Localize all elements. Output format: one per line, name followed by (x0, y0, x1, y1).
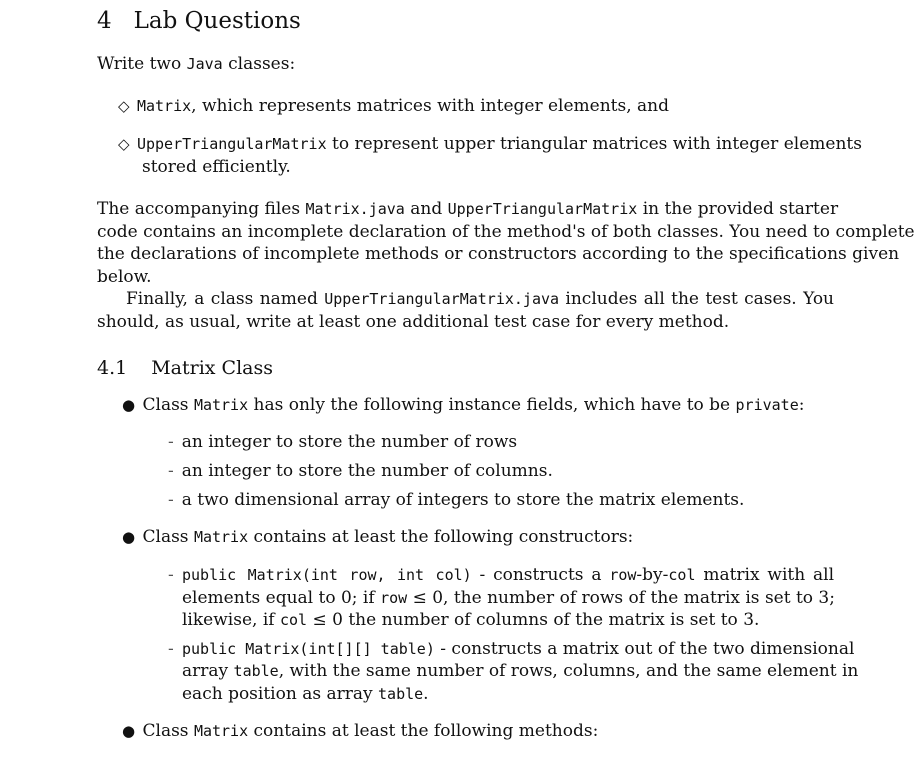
class-list-item-upper: ◇ UpperTriangularMatrix to represent upper triangular matrices with integer elements (118, 134, 862, 154)
constructor-2-line3: each position as array table. (182, 684, 429, 704)
class-list-item-upper-cont: stored efficiently. (142, 157, 291, 177)
para2-line1: Finally, a class named UpperTriangularMatrix.java includes all the test cases. You (126, 289, 835, 309)
constructor-1-dash: - (168, 565, 174, 585)
intro-line: Write two Java classes: (97, 54, 296, 74)
para1-line4: below. (97, 267, 152, 287)
constructor-2-dash: - (168, 639, 174, 659)
bullet-methods: ● Class Matrix contains at least the following methods: (122, 721, 599, 741)
section-title: Lab Questions (133, 8, 301, 34)
constructor-1-line3: likewise, if col ≤ 0 the number of columns of the matrix is set to 3. (182, 610, 760, 630)
constructor-2-line2: array table, with the same number of rows, columns, and the same element in (182, 661, 859, 681)
diamond-bullet-icon: ◇ (118, 97, 130, 115)
constructor-2-line1: public Matrix(int[][] table) - constructs a matrix out of the two dimensional (182, 639, 855, 659)
constructor-1-line2: elements equal to 0; if row ≤ 0, the number of rows of the matrix is set to 3; (182, 588, 835, 608)
field-item: - an integer to store the number of rows (168, 432, 518, 452)
para1-line3: the declarations of incomplete methods or constructors according to the specifications given (97, 244, 900, 264)
diamond-bullet-icon: ◇ (118, 135, 130, 153)
bullet-icon: ● (122, 528, 136, 546)
field-item: - an integer to store the number of columns. (168, 461, 553, 481)
bullet-icon: ● (122, 396, 136, 414)
bullet-fields: ● Class Matrix has only the following instance fields, which have to be private: (122, 395, 805, 415)
section-number: 4 (97, 8, 112, 34)
para2-line2: should, as usual, write at least one additional test case for every method. (97, 312, 730, 332)
subsection-number: 4.1 (97, 357, 128, 379)
class-list-item-matrix: ◇ Matrix, which represents matrices with integer elements, and (118, 96, 670, 116)
para1-line1: The accompanying files Matrix.java and UpperTriangularMatrix in the provided starter (97, 199, 839, 219)
constructor-1-line1: public Matrix(int row, int col) - constructs a row-by-col matrix with all (182, 565, 835, 585)
subsection-heading (97, 357, 273, 379)
subsection-title: Matrix Class (151, 357, 273, 379)
section-heading (97, 8, 301, 34)
bullet-icon: ● (122, 722, 136, 740)
field-item: - a two dimensional array of integers to store the matrix elements. (168, 490, 745, 510)
para1-line2: code contains an incomplete declaration of the method's of both classes. You need to complete (97, 222, 915, 242)
bullet-constructors: ● Class Matrix contains at least the following constructors: (122, 527, 634, 547)
